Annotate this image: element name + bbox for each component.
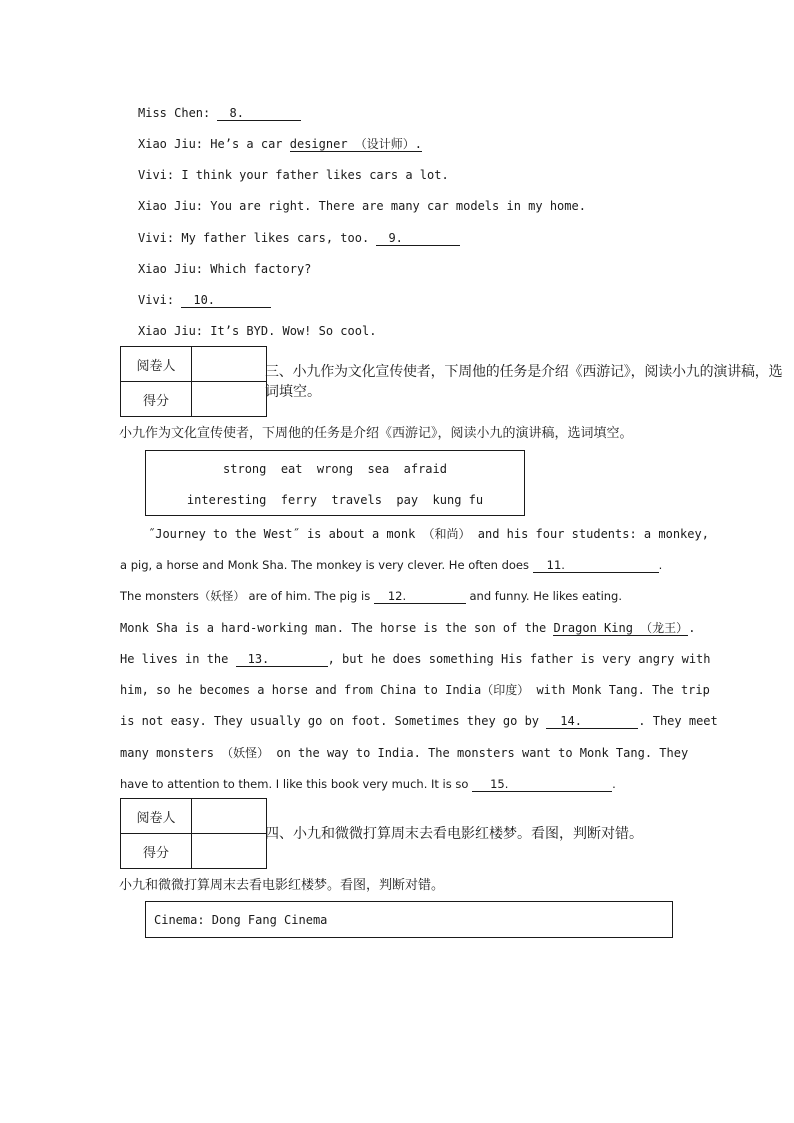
dialogue-text: I think your father likes cars a lot. [181,168,449,182]
score-label: 得分 [121,834,192,869]
speaker-label: Xiao Jiu: [138,324,204,338]
underlined-term: designer （设计师）. [289,137,422,151]
section4-instruction: 小九和微微打算周末去看电影红楼梦。看图，判断对错。 [119,878,445,893]
speaker-label: Vivi: [138,168,175,182]
speaker-label: Xiao Jiu: [138,137,204,151]
cinema-name: Cinema: Dong Fang Cinema [154,913,328,927]
reviewer-label: 阅卷人 [121,799,192,834]
dialogue-text: He’s a car [210,137,290,151]
passage-line: a pig, a horse and Monk Sha. The monkey is very clever. He often does 11. . [120,558,663,572]
reviewer-cell[interactable] [192,799,267,834]
passage-line: have to attention to them. I like this book very much. It is so 15. . [120,777,616,791]
section4-heading: 四、小九和微微打算周末去看电影红楼梦。看图，判断对错。 [265,826,643,842]
dialogue-line [138,168,449,182]
answer-blank-8[interactable]: 8. [217,107,301,121]
word-bank-row: interesting ferry travels pay kung fu [186,493,484,507]
dialogue-line [138,199,586,213]
blank-13[interactable]: 13. [236,653,328,667]
dialogue-line [138,293,271,308]
passage-line: him, so he becomes a horse and from China to India（印度） with Monk Tang. The trip [120,683,710,697]
score-table-section3 [120,346,267,417]
speaker-label: Xiao Jiu: [138,199,204,213]
score-cell[interactable] [192,834,267,869]
speaker-label: Xiao Jiu: [138,262,204,276]
dialogue-text: You are right. There are many car models in my home. [210,199,586,213]
passage-line: The monsters（妖怪） are of him. The pig is 12. and funny. He likes eating. [120,589,623,603]
word-bank-row: strong eat wrong sea afraid [223,462,447,476]
blank-12[interactable]: 12. [374,590,466,604]
dialogue-line [138,137,422,151]
answer-blank-9[interactable]: 9. [376,232,460,246]
dialogue-text: It’s BYD. Wow! So cool. [210,324,377,338]
speaker-label: Vivi: [138,293,175,307]
reviewer-label: 阅卷人 [121,347,192,382]
blank-11[interactable]: 11. [533,559,659,573]
cinema-info-box [145,901,673,938]
dialogue-text: Which factory? [210,262,312,276]
score-cell[interactable] [192,382,267,417]
section3-instruction: 小九作为文化宣传使者，下周他的任务是介绍《西游记》，阅读小九的演讲稿，选词填空。 [119,426,633,441]
dialogue-line [138,106,301,121]
score-table-section4 [120,798,267,869]
section3-heading: 三、小九作为文化宣传使者，下周他的任务是介绍《西游记》，阅读小九的演讲稿，选 词填空。 [265,364,783,400]
speaker-label: Miss Chen: [138,106,211,120]
dialogue-text: My father likes cars, too. [181,231,377,245]
blank-14[interactable]: 14. [546,715,638,729]
dialogue-line [138,262,311,276]
score-label: 得分 [121,382,192,417]
speaker-label: Vivi: [138,231,175,245]
passage-line: many monsters （妖怪） on the way to India. The monsters want to Monk Tang. They [120,746,689,760]
passage-line: is not easy. They usually go on foot. Sometimes they go by 14. . They meet [120,714,718,728]
word-bank [145,450,525,516]
dialogue-line [138,231,460,246]
reviewer-cell[interactable] [192,347,267,382]
dialogue-line [138,324,376,338]
passage-line: ˝Journey to the West˝ is about a monk （和尚） and his four students: a monkey, [148,527,709,541]
passage-line: He lives in the 13. , but he does something His father is very angry with [120,652,711,666]
passage-line: Monk Sha is a hard-working man. The horse is the son of the Dragon King （龙王）. [120,621,696,635]
blank-15[interactable]: 15. [472,778,612,792]
answer-blank-10[interactable]: 10. [181,294,271,308]
